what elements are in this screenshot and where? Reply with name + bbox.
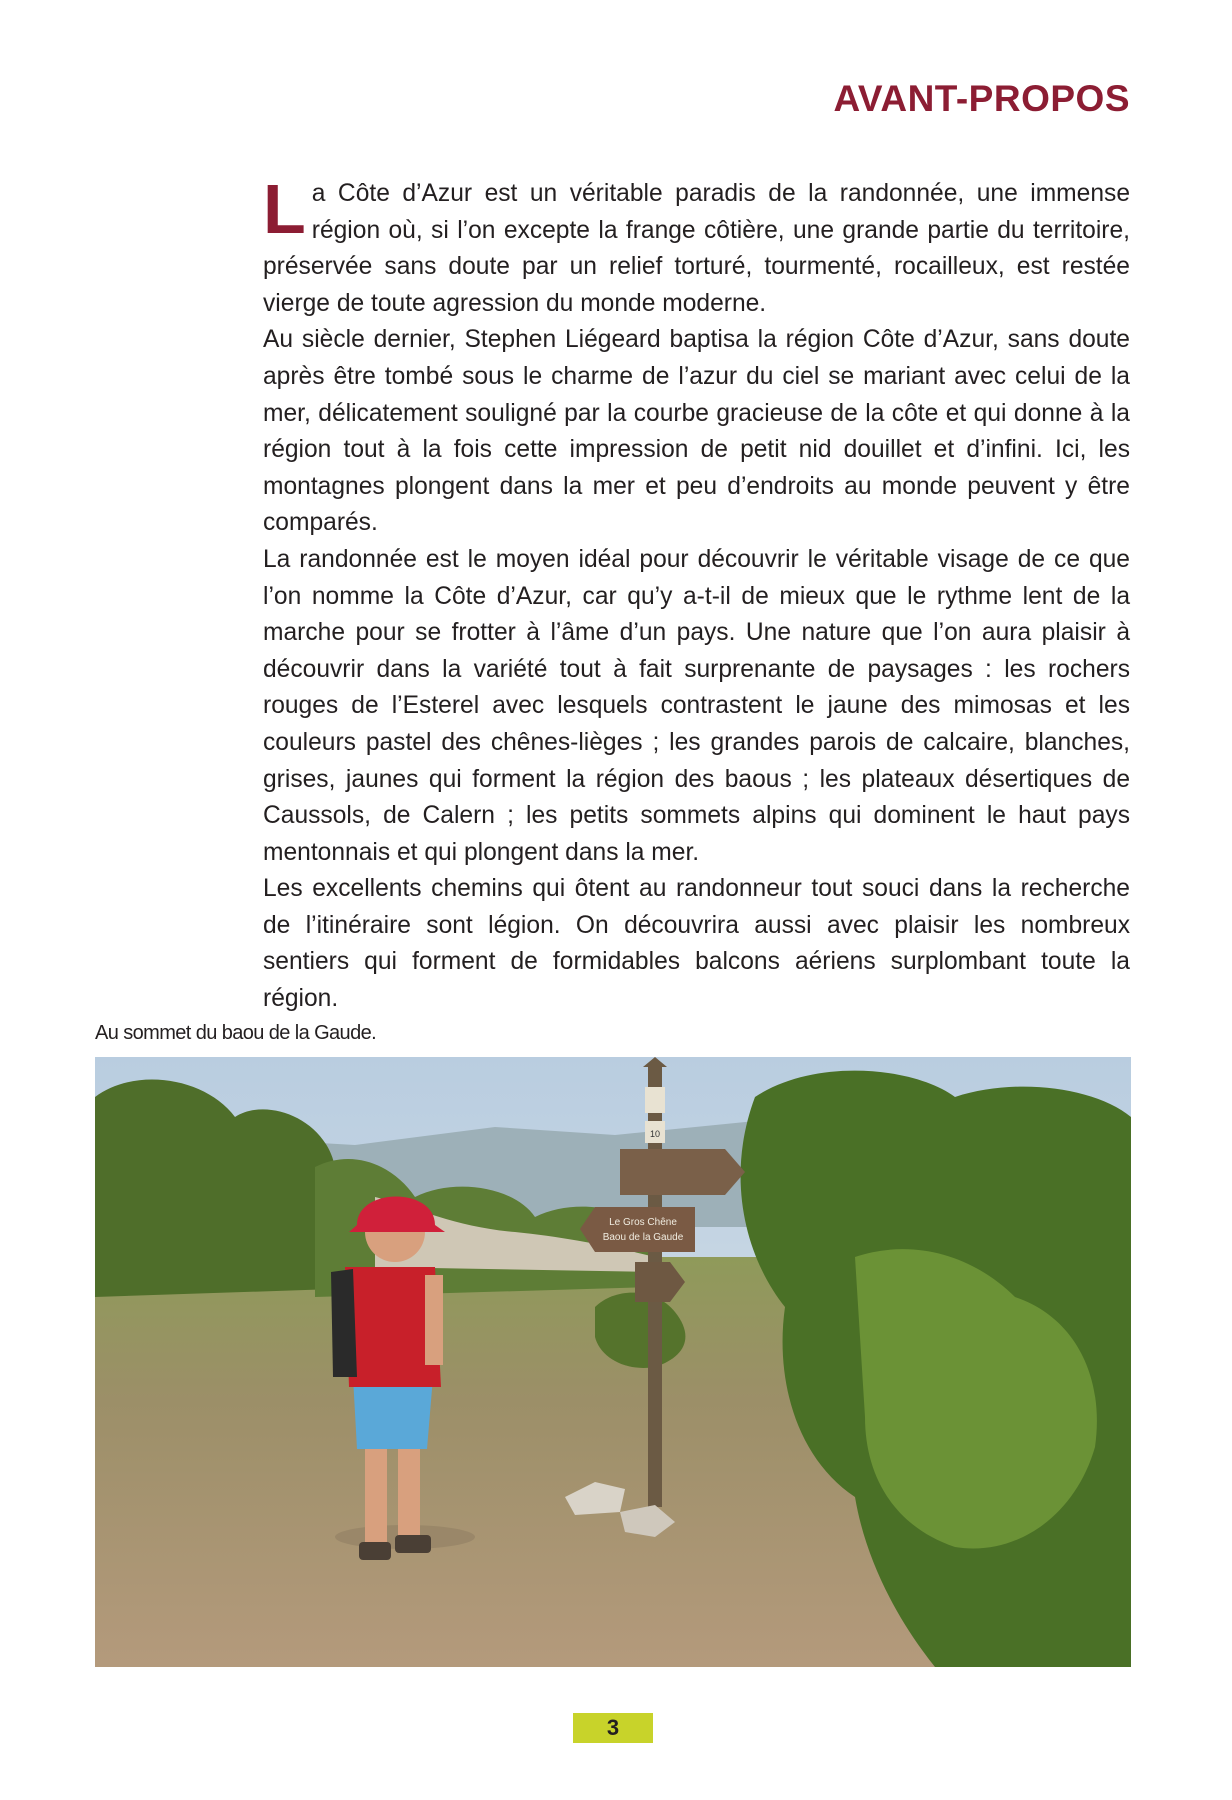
sign-lower-line1: Le Gros Chêne — [609, 1217, 677, 1228]
article-body — [263, 170, 1130, 1018]
paragraph-2: Au siècle dernier, Stephen Liégeard baptisa la région Côte d’Azur, sans doute après être tombé sous le charme de l’azur du ciel se mariant avec celui de la mer, délicatement souligné par la courbe gracieuse de la côte et qui donne à la région tout à la fois cette impression de petit nid douillet et d’infini. Ici, les montagnes plongent dans la mer et peu d’endroits au monde peuvent y être comparés. — [263, 326, 1130, 537]
paragraph-4: Les excellents chemins qui ôtent au randonneur tout souci dans la recherche de l’itinéraire sont légion. On découvrira aussi avec plaisir les nombreux sentiers qui forment de formidables balcons aériens surplombant toute la région. — [263, 875, 1130, 1013]
paragraph-1-text: a Côte d’Azur est un véritable paradis de la randonnée, une immense région où, si l’on excepte la frange côtière, une grande partie du territoire, préservée sans doute par un relief torturé, tourmenté, rocailleux, est restée vierge de toute agression du monde moderne. — [263, 180, 1130, 317]
paragraph-3: La randonnée est le moyen idéal pour découvrir le véritable visage de ce que l’on nomme la Côte d’Azur, car qu’y a-t-il de mieux que le rythme lent de la marche pour se frotter à l’âme d’un pays. Une nature que l’on aura plaisir à découvrir dans la variété tout à fait surprenante de paysages : les rochers rouges de l’Esterel avec lesquels contrastent le jaune des mimosas et les couleurs pastel des chênes-lièges ; les grandes parois de calcaire, blanches, grises, jaunes qui forment la région des baous ; les plateaux désertiques de Caussols, de Calern ; les petits sommets alpins qui dominent le haut pays mentonnais et qui plongent dans la mer. — [263, 545, 1130, 866]
post-marker-number: 10 — [649, 1129, 661, 1139]
hiker-boot-left — [359, 1542, 391, 1560]
page-number: 3 — [573, 1713, 653, 1743]
hiker-leg-left — [365, 1437, 387, 1552]
photo-hiker-signpost — [95, 1057, 1131, 1667]
sign-upper — [620, 1149, 745, 1195]
photo-illustration — [95, 1057, 1131, 1667]
hiker-boot-right — [395, 1535, 431, 1553]
photo-caption: Au sommet du baou de la Gaude. — [95, 1022, 377, 1044]
hiker-leg-right — [398, 1437, 420, 1547]
post-plate-top — [645, 1087, 665, 1113]
hiker-shorts — [353, 1377, 433, 1449]
hiker-arm — [425, 1275, 443, 1365]
drop-cap: L — [263, 170, 306, 248]
sign-lower — [580, 1207, 695, 1252]
sign-lower-line2: Baou de la Gaude — [602, 1232, 684, 1243]
paragraph-1 — [263, 170, 1130, 322]
page-title: AVANT-PROPOS — [833, 78, 1130, 119]
hiker-backpack — [331, 1269, 357, 1377]
